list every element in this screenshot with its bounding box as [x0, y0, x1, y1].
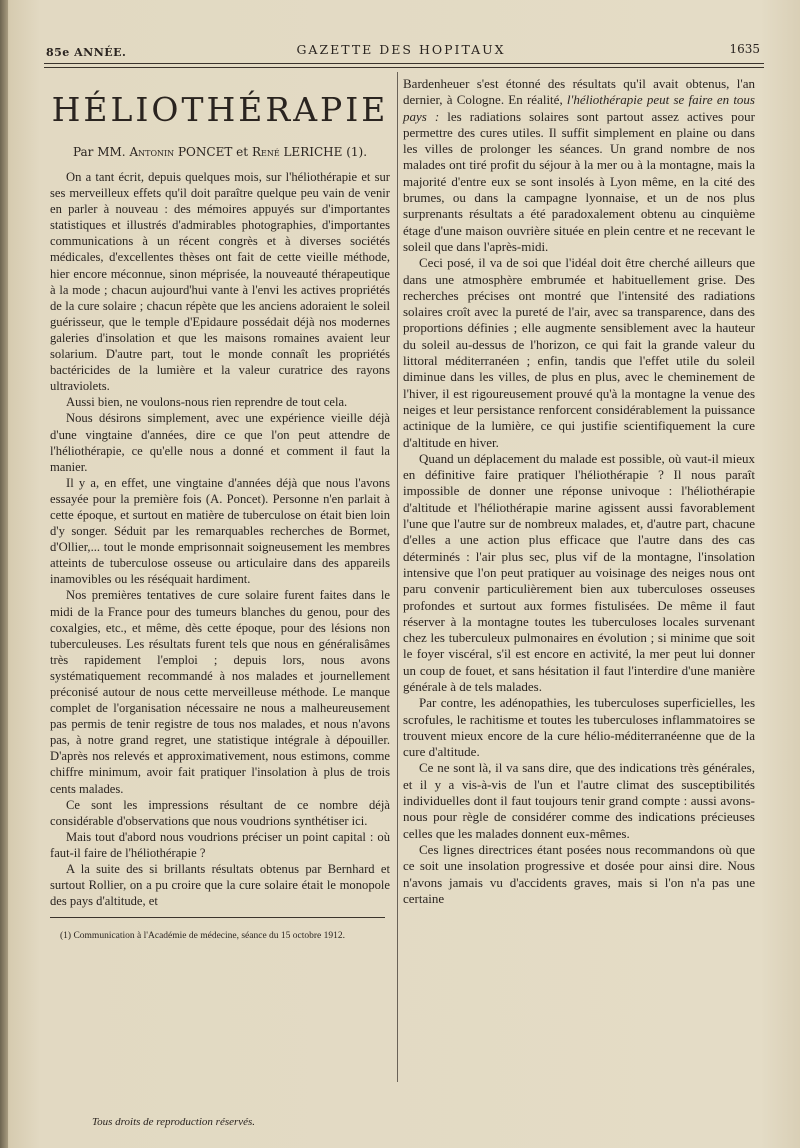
- text-run: les radiations solaires sont partout assez actives pour permettre des cures utiles. Il suffit simplement en plaine ou dans les villes de prolonger les séances. Un grand nombre de nos malades ont tiré profit du séjour à la mer ou à la montagne, mais la majorité d'entre eux se sont insolés à Lyon même, en la cité des brumes, ou dans la campagne lyonnaise, et un de nos plus surprenants résultats a été paradoxalement obtenu au cinquième étage d'une maison ouvrière située en plein centre et ne recevant le soleil que dans l'après-midi.: [403, 108, 755, 254]
- journal-title: GAZETTE DES HOPITAUX: [296, 42, 506, 57]
- running-header: [40, 36, 762, 62]
- text-run: Bardenheuer s'est étonné des résultats qu'il avait obtenus, l'an dernier, à Cologne. En réalité,: [403, 76, 755, 108]
- paragraph: A la suite des si brillants résultats obtenus par Bernhard et surtout Rollier, on a pu croire que la cure solaire était le monopole des pays d'altitude, et: [50, 862, 390, 909]
- page-number: 1635: [729, 42, 760, 56]
- paragraph: Ce sont les impressions résultant de ce nombre déjà considérable d'observations que nous voudrions synthétiser ici.: [50, 797, 390, 828]
- paragraph: Ce ne sont là, il va sans dire, que des indications très générales, et il y a vis-à-vis de l'un et l'autre climat des susceptibilités individuelles dont il faut toujours tenir grand compte : aussi avons-nous pour règle de considérer comme des indications précieuses celles que les malades donnent eux-mêmes.: [403, 760, 755, 841]
- paragraph: Ceci posé, il va de soi que l'idéal doit être cherché ailleurs que dans une atmosphère embrumée et habituellement grise. Des recherches précises ont montré que l'intensité des radiations solaires croît avec la pureté de l'air, avec sa transparence, dans des proportions définies ; elle augmente sensiblement avec la hauteur du soleil au-dessus de l'horizon, ce qui fait la grande valeur du littoral méditerranéen ; enfin, tandis que l'effet utile du soleil diminue dans les villes, de plus en plus, avec le cheminement de l'hiver, il est rigoureusement prouvé qu'à la montagne la venue des neiges et leur persistance renforcent considérablement la puissance actinique de la lumière, ce qui justifie scientifiquement la cure d'altitude en hiver.: [403, 255, 755, 450]
- footnote-ref: (1).: [346, 145, 368, 159]
- article-title: HÉLIOTHÉRAPIE: [51, 90, 389, 129]
- paragraph: Il y a, en effet, une vingtaine d'années déjà que nous l'avons essayée pour la première fois (A. Poncet). Personne n'en parlait à cette époque, et surtout en matière de tuberculose on était bien loin d'y songer. Séduit par les remarquables recherches de Bormet, d'Ollier,... tout le monde emprisonnait soigneusement les membres atteints de tuberculose osseuse ou articulaire dans des appareils inamovibles ou les réséquait hardiment.: [50, 475, 390, 587]
- left-column: [50, 84, 390, 943]
- author-leriche: René LERICHE: [251, 145, 343, 159]
- paragraph: Nos premières tentatives de cure solaire furent faites dans le midi de la France pour des tumeurs blanches du genou, pour des coxalgies, etc., et même, dès cette époque, pour des lésions non tuberculeuses. Les résultats furent tels que nous en généralisâmes très rapidement l'emploi ; depuis lors, nous avons systématiquement recommandé à nos malades et journellement préconisé autour de nous cette merveilleuse méthode. Le manque complet de l'organisation nécessaire ne nous a malheureusement pas permis de tenir registre de tous nos malades, et nous n'avons pas, à notre grand regret, une statistique intégrale à dépouiller. D'après nos relevés et approximativement, nous estimons, comme chiffre minimum, avoir fait pratiquer l'insolation à plus de trois cents malades.: [50, 588, 390, 796]
- byline-prefix: Par MM.: [72, 145, 126, 159]
- paragraph: Aussi bien, ne voulons-nous rien reprendre de tout cela.: [66, 395, 348, 410]
- binding-edge: [0, 0, 8, 1148]
- issue-number: 85e ANNÉE.: [46, 46, 127, 59]
- paragraph: [403, 76, 755, 255]
- paragraph: Nous désirons simplement, avec une expérience vieille déjà d'une vingtaine d'années, dire ce que l'on peut attendre de l'héliothérapie, ce qu'elle nous a donné et comment il faut la manier.: [50, 411, 390, 474]
- paragraph: On a tant écrit, depuis quelques mois, sur l'héliothérapie et sur ses merveilleux effets qu'il doit paraître quelque peu vain de venir en parler à nouveau : des mémoires appuyés sur d'importantes statistiques et illustrés d'admirables photographies, d'importantes communications à un récent congrès et à diverses sociétés médicales, d'excellentes thèses ont fait de cette vieille méthode, hier encore méconnue, sinon méprisée, la nouveauté thérapeutique à la mode ; chacun aujourd'hui vante à l'envi les actives propriétés de la cure solaire ; chacun répète que les anciens adoraient le soleil guérisseur, que le temple d'Epidaure possédait déjà nos modernes galeries d'insolation et que les maisons romaines avaient leur solarium. D'autre part, tout le monde connaît les propriétés bactéricides de la lumière et la valeur curatrice des rayons ultraviolets.: [50, 170, 390, 394]
- footnote-rule: [50, 917, 385, 918]
- paragraph: Ces lignes directrices étant posées nous recommandons où que ce soit une insolation progressive et dosée pour ainsi dire. Nous n'avons jamais vu d'accidents graves, mais si l'on n'a pas une certaine: [403, 841, 755, 906]
- paragraph: Quand un déplacement du malade est possible, où vaut-il mieux en définitive faire pratiquer l'héliothérapie ? Il nous paraît impossible de donner une réponse univoque : l'héliothérapie d'altitude et l'héliothérapie marine agissent aussi favorablement l'une que l'autre sur de nombreux malades, et, d'autre part, chacune d'elles a une action plus efficace que l'autre dans des cas déterminés : l'air plus sec, plus vif de la montagne, l'insolation intensive que l'on peut pratiquer au voisinage des neiges nous ont paru convenir particulièrement bien aux tuberculoses osseuses profondes et surtout aux formes fistulisées. De même il faut réserver à la montagne toutes les tuberculoses locales survenant chez les tuberculeux pulmonaires en évolution ; si minime que soit le foyer viscéral, s'il est encore en activité, la mer peut lui donner un coup de fouet, et sans hésitation il faut l'interdire d'une manière générale à de tels malades.: [403, 450, 755, 694]
- paragraph: Mais tout d'abord nous voudrions préciser un point capital : où faut-il faire de l'héliothérapie ?: [50, 829, 390, 860]
- author-poncet: Antonin PONCET: [129, 145, 233, 159]
- byline-join: et: [236, 145, 249, 159]
- footnote: (1) Communication à l'Académie de médecine, séance du 15 octobre 1912.: [60, 931, 346, 942]
- column-divider: [397, 72, 398, 1082]
- header-rule: [44, 63, 764, 64]
- emphasis-text: l'héliothérapie peut se faire en tous pays :: [403, 92, 755, 124]
- rights-notice: Tous droits de reproduction réservés.: [92, 1116, 256, 1128]
- right-column: [403, 76, 755, 907]
- header-rule-thin: [44, 67, 764, 68]
- byline: [50, 145, 390, 159]
- paragraph: Par contre, les adénopathies, les tuberculoses superficielles, les scrofules, le rachitisme et toutes les tuberculoses inflammatoires se trouvent mieux encore de la cure hélio-méditerranéenne que de la cure d'altitude.: [403, 695, 755, 760]
